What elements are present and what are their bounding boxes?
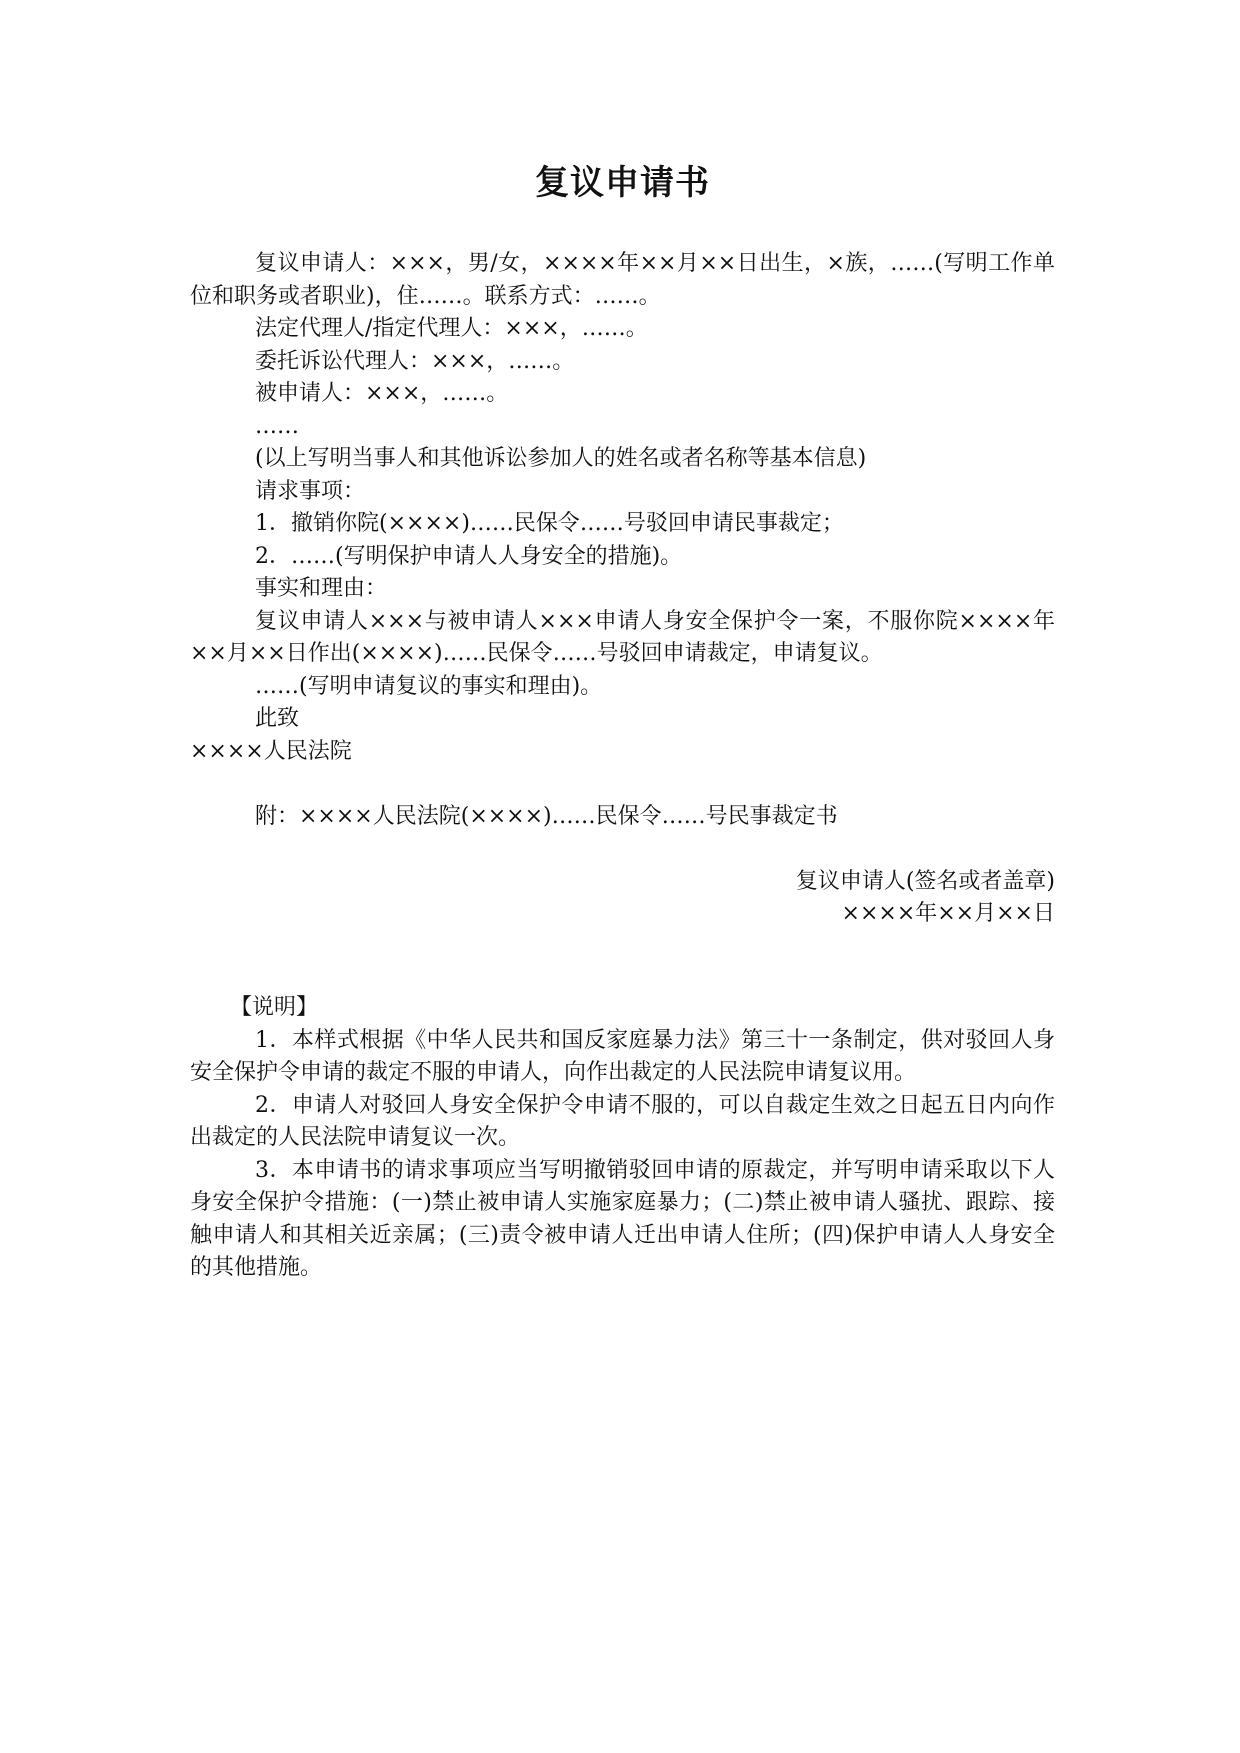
entrusted-agent-info: 委托诉讼代理人：×××，……。 (255, 348, 575, 374)
note-item-1: 1．本样式根据《中华人民共和国反家庭暴力法》第三十一条制定，供对驳回人身安全保护令申请的裁定不服的申请人，向作出裁定的人民法院申请复议用。 (190, 1027, 1055, 1085)
legal-agent-info: 法定代理人/指定代理人：×××，……。 (255, 316, 648, 341)
request-item-1: 1．撤销你院(××××)……民保令……号驳回申请民事裁定； (255, 511, 844, 536)
document-title: 复议申请书 (535, 163, 710, 203)
note-item-3: 3．本申请书的请求事项应当写明撤销驳回申请的原裁定，并写明申请采取以下人身安全保护令措施：(一)禁止被申请人实施家庭暴力；(二)禁止被申请人骚扰、跟踪、接触申请人和其相关近亲属；(三)责令被申请人迁出申请人住所；(四)保护申请人人身安全的其他措施。 (190, 1157, 1055, 1280)
court-name: ××××人民法院 (190, 738, 352, 764)
spacer (190, 833, 1055, 866)
request-item-2: 2．……(写明保护申请人人身安全的措施)。 (255, 543, 683, 569)
salutation: 此致 (255, 706, 300, 731)
signature-date: ××××年××月××日 (841, 901, 1055, 926)
document-body (190, 248, 1055, 931)
facts-text: 复议申请人×××与被申请人×××申请人身安全保护令一案，不服你院××××年××月××日作出(××××)……民保令……号驳回申请裁定，申请复议。 (190, 608, 1055, 666)
facts-detail: ……(写明申请复议的事实和理由)。 (255, 673, 603, 699)
requests-heading: 请求事项： (255, 478, 366, 504)
spacer (190, 768, 1055, 801)
signature-line: 复议申请人(签名或者盖章) (795, 868, 1055, 894)
facts-heading: 事实和理由： (255, 576, 388, 601)
applicant-info: 复议申请人：×××，男/女，××××年××月××日出生，×族，……(写明工作单位和职务或者职业)，住……。联系方式：……。 (190, 251, 1055, 309)
notes-section (190, 992, 1055, 1285)
attachment-line: 附：××××人民法院(××××)……民保令……号民事裁定书 (255, 803, 838, 829)
parties-note: (以上写明当事人和其他诉讼参加人的姓名或者名称等基本信息) (255, 446, 867, 471)
parties-ellipsis: …… (255, 413, 299, 439)
respondent-info: 被申请人：×××，……。 (255, 381, 509, 406)
note-item-2: 2．申请人对驳回人身安全保护令申请不服的，可以自裁定生效之日起五日内向作出裁定的人民法院申请复议一次。 (190, 1092, 1055, 1150)
notes-heading: 【说明】 (230, 995, 319, 1020)
